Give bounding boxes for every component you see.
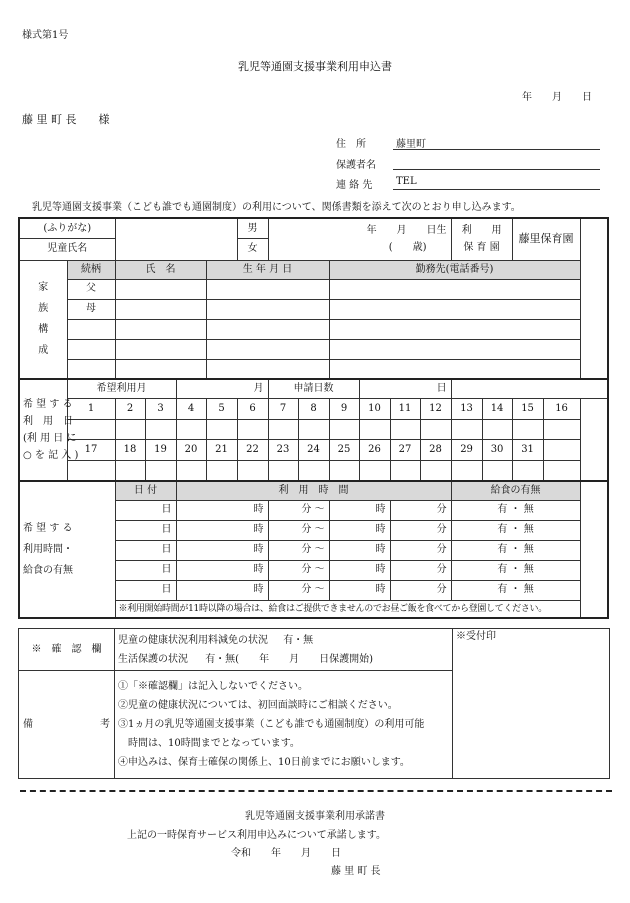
day-mark-cell[interactable] <box>237 460 268 481</box>
remark-item: ③1ヵ月の乳児等通園支援事業（こども誰でも通園制度）の利用可能 <box>118 719 425 730</box>
usage-time-label-1: 希 望 す る <box>23 523 73 534</box>
usage-days-label-2: 利 用 日 <box>23 416 73 427</box>
reduction-choice[interactable]: 有・無 <box>283 634 314 646</box>
day-mark-cell[interactable] <box>482 419 512 439</box>
end-minute-cell[interactable]: 分 <box>390 520 451 540</box>
family-workplace-cell[interactable] <box>329 359 580 379</box>
female-option[interactable]: 女 <box>237 238 268 260</box>
form-number: 様式第1号 <box>22 30 69 41</box>
time-date-cell[interactable]: 日 <box>115 500 176 520</box>
family-relation: 母 <box>67 299 115 319</box>
remark-item: ①「※確認欄」は記入しないでください。 <box>118 681 308 692</box>
day-number: 31 <box>512 439 543 460</box>
day-mark-cell[interactable] <box>298 419 329 439</box>
requested-days-label: 申請日数 <box>268 379 359 398</box>
date-line: 年 月 日 <box>522 92 592 103</box>
day-number-row-2 <box>19 439 608 460</box>
day-mark-cell[interactable] <box>390 419 420 439</box>
day-number: 12 <box>420 398 451 419</box>
day-mark-cell[interactable] <box>420 460 451 481</box>
office-table <box>18 628 610 779</box>
application-table <box>18 217 609 619</box>
family-birth-cell[interactable] <box>206 279 329 299</box>
day-number: 26 <box>359 439 390 460</box>
family-workplace-cell[interactable] <box>329 339 580 359</box>
birth-field[interactable] <box>268 218 451 260</box>
family-label-2: 族 <box>38 303 49 315</box>
confirm-label: ※ 確 認 欄 <box>19 629 115 671</box>
day-number: 25 <box>329 439 359 460</box>
receipt-stamp-area: ※受付印 <box>453 629 610 779</box>
usage-time-label-3: 給食の有無 <box>23 565 73 576</box>
usage-time-label-2: 利用時間・ <box>23 544 73 555</box>
blank-cell <box>543 460 580 481</box>
family-name-cell[interactable] <box>115 299 206 319</box>
day-mark-cell[interactable] <box>359 419 390 439</box>
day-number: 10 <box>359 398 390 419</box>
approval-date: 令和 年 月 日 <box>231 848 341 859</box>
day-mark-cell[interactable] <box>237 419 268 439</box>
address-label: 住 所 <box>336 139 366 150</box>
end-hour-cell[interactable]: 時 <box>329 580 390 600</box>
meal-choice[interactable]: 有 ・ 無 <box>451 560 580 580</box>
day-number: 5 <box>206 398 237 419</box>
approval-text: 上記の一時保育サービス利用申込みについて承諾します。 <box>127 830 386 841</box>
start-hour-cell[interactable]: 時 <box>176 520 268 540</box>
remark-item: ②児童の健康状況については、初回面談時にご相談ください。 <box>118 700 398 711</box>
confirm-line1-text: 児童の健康状況利用料減免の状況 <box>118 634 268 646</box>
family-row <box>19 279 608 299</box>
child-name-label: 児童氏名 <box>19 238 115 260</box>
day-mark-cell[interactable] <box>329 419 359 439</box>
day-number: 3 <box>145 398 176 419</box>
start-hour-cell[interactable]: 時 <box>176 540 268 560</box>
day-mark-cell[interactable] <box>298 460 329 481</box>
remarks-label <box>19 671 115 779</box>
day-number: 17 <box>67 439 115 460</box>
meal-choice[interactable]: 有 ・ 無 <box>451 520 580 540</box>
day-number: 18 <box>115 439 145 460</box>
family-row <box>19 339 608 359</box>
cut-line <box>20 790 612 792</box>
meal-choice[interactable]: 有 ・ 無 <box>451 540 580 560</box>
day-number: 15 <box>512 398 543 419</box>
day-number: 21 <box>206 439 237 460</box>
day-mark-cell[interactable] <box>390 460 420 481</box>
end-hour-cell[interactable]: 時 <box>329 540 390 560</box>
day-mark-cell[interactable] <box>451 419 482 439</box>
day-number-row-1 <box>19 398 608 419</box>
day-number: 13 <box>451 398 482 419</box>
desired-month-label: 希望利用月 <box>67 379 176 398</box>
time-date-cell[interactable]: 日 <box>115 560 176 580</box>
facility-label-1: 利 用 <box>461 224 502 236</box>
family-row <box>19 319 608 339</box>
day-mark-cell[interactable] <box>268 460 298 481</box>
age-text: ( 歳) <box>388 242 427 254</box>
meal-choice[interactable]: 有 ・ 無 <box>451 500 580 520</box>
family-relation[interactable] <box>67 359 115 379</box>
family-header-workplace: 勤務先(電話番号) <box>329 260 580 279</box>
contact-value[interactable]: TEL <box>396 176 417 187</box>
family-workplace-cell[interactable] <box>329 319 580 339</box>
guardian-underline[interactable] <box>393 169 600 170</box>
page-title: 乳児等通園支援事業利用申込書 <box>238 60 392 73</box>
day-mark-cell[interactable] <box>512 460 543 481</box>
address-underline <box>393 149 600 150</box>
facility-label-2: 保 育 園 <box>463 242 500 254</box>
day-mark-cell[interactable] <box>176 460 206 481</box>
meal-note: ※利用開始時間が11時以降の場合は、給食はご提供できませんのでお昼ご飯を食べてから登園してください。 <box>115 600 580 618</box>
day-number: 27 <box>390 439 420 460</box>
day-number: 23 <box>268 439 298 460</box>
confirm-line2-text: 生活保護の状況 <box>118 653 188 665</box>
day-number: 6 <box>237 398 268 419</box>
time-date-cell[interactable]: 日 <box>115 580 176 600</box>
day-mark-cell[interactable] <box>543 419 580 439</box>
end-hour-cell[interactable]: 時 <box>329 520 390 540</box>
day-mark-cell[interactable] <box>482 460 512 481</box>
end-minute-cell[interactable]: 分 <box>390 560 451 580</box>
day-mark-cell[interactable] <box>512 419 543 439</box>
day-number: 9 <box>329 398 359 419</box>
family-name-cell[interactable] <box>115 339 206 359</box>
family-birth-cell[interactable] <box>206 359 329 379</box>
day-mark-cell[interactable] <box>451 460 482 481</box>
usage-days-label-1: 希 望 す る <box>23 399 73 410</box>
contact-label: 連 絡 先 <box>336 180 373 191</box>
day-number: 14 <box>482 398 512 419</box>
end-minute-cell[interactable]: 分 <box>390 580 451 600</box>
day-mark-cell[interactable] <box>115 460 145 481</box>
guardian-label: 保護者名 <box>336 160 376 171</box>
family-relation[interactable] <box>67 339 115 359</box>
family-name-cell[interactable] <box>115 319 206 339</box>
family-workplace-cell[interactable] <box>329 279 580 299</box>
addressee: 藤 里 町 長 様 <box>22 113 110 126</box>
day-mark-row-1 <box>19 419 608 439</box>
birth-text: 年 月 日生 <box>366 224 447 236</box>
family-relation[interactable] <box>67 319 115 339</box>
day-mark-cell[interactable] <box>206 460 237 481</box>
remarks-content <box>115 671 453 779</box>
time-date-cell[interactable]: 日 <box>115 520 176 540</box>
meal-choice[interactable]: 有 ・ 無 <box>451 580 580 600</box>
day-number: 30 <box>482 439 512 460</box>
day-mark-cell[interactable] <box>145 460 176 481</box>
day-mark-cell[interactable] <box>329 460 359 481</box>
day-number: 22 <box>237 439 268 460</box>
family-row <box>19 299 608 319</box>
day-number: 29 <box>451 439 482 460</box>
remarks-label-right: 考 <box>100 718 110 730</box>
start-hour-cell[interactable]: 時 <box>176 560 268 580</box>
start-hour-cell[interactable]: 時 <box>176 500 268 520</box>
day-mark-cell[interactable] <box>359 460 390 481</box>
family-name-cell[interactable] <box>115 359 206 379</box>
day-number: 8 <box>298 398 329 419</box>
day-number: 1 <box>67 398 115 419</box>
furigana-label: (ふりがな) <box>19 218 115 238</box>
day-number: 19 <box>145 439 176 460</box>
family-header-birth: 生 年 月 日 <box>206 260 329 279</box>
time-date-cell[interactable]: 日 <box>115 540 176 560</box>
family-label-3: 構 <box>38 324 49 336</box>
approval-title: 乳児等通園支援事業利用承諾書 <box>245 811 385 822</box>
day-mark-cell[interactable] <box>115 419 145 439</box>
time-header-meal: 給食の有無 <box>451 481 580 500</box>
start-minute-cell[interactable]: 分 〜 <box>268 500 329 520</box>
remark-item: 時間は、10時間までとなっています。 <box>118 738 300 749</box>
male-option[interactable]: 男 <box>237 218 268 238</box>
family-workplace-cell[interactable] <box>329 299 580 319</box>
family-header-relation: 続柄 <box>67 260 115 279</box>
day-mark-cell[interactable] <box>176 419 206 439</box>
confirm-content <box>115 629 453 671</box>
end-hour-cell[interactable]: 時 <box>329 560 390 580</box>
day-number: 11 <box>390 398 420 419</box>
family-label-1: 家 <box>38 282 49 294</box>
facility-name: 藤里保育園 <box>512 218 580 260</box>
start-minute-cell[interactable]: 分 〜 <box>268 560 329 580</box>
family-birth-cell[interactable] <box>206 319 329 339</box>
usage-days-label-4: ○ を 記 入 ) <box>23 450 79 461</box>
usage-time-label <box>19 481 115 618</box>
day-number: 24 <box>298 439 329 460</box>
day-number: 20 <box>176 439 206 460</box>
facility-label <box>451 218 512 260</box>
usage-days-label <box>19 379 79 481</box>
remark-item: ④申込みは、保育士確保の関係上、10日前までにお願いします。 <box>118 757 410 768</box>
day-number: 2 <box>115 398 145 419</box>
family-label <box>19 260 67 379</box>
family-birth-cell[interactable] <box>206 339 329 359</box>
address-value[interactable]: 藤里町 <box>396 139 426 150</box>
start-minute-cell[interactable]: 分 〜 <box>268 580 329 600</box>
day-number: 28 <box>420 439 451 460</box>
blank-cell <box>543 439 580 460</box>
family-relation: 父 <box>67 279 115 299</box>
usage-days-label-3: (利 用 日 に <box>23 433 77 444</box>
day-mark-cell[interactable] <box>206 419 237 439</box>
start-hour-cell[interactable]: 時 <box>176 580 268 600</box>
end-minute-cell[interactable]: 分 <box>390 500 451 520</box>
day-mark-cell[interactable] <box>268 419 298 439</box>
desired-month-field[interactable]: 月 <box>176 379 268 398</box>
time-header-date: 日 付 <box>115 481 176 500</box>
start-minute-cell[interactable]: 分 〜 <box>268 520 329 540</box>
approval-signer: 藤 里 町 長 <box>331 866 381 877</box>
welfare-choice[interactable]: 有・無( 年 月 日保護開始) <box>205 653 373 665</box>
day-mark-row-2 <box>19 460 608 481</box>
remarks-label-left: 備 <box>23 718 33 730</box>
family-header-name: 氏 名 <box>115 260 206 279</box>
time-header-hours: 利 用 時 間 <box>176 481 451 500</box>
day-mark-cell[interactable] <box>145 419 176 439</box>
day-number: 7 <box>268 398 298 419</box>
end-hour-cell[interactable]: 時 <box>329 500 390 520</box>
day-number: 16 <box>543 398 580 419</box>
day-mark-cell[interactable] <box>420 419 451 439</box>
start-minute-cell[interactable]: 分 〜 <box>268 540 329 560</box>
child-name-field[interactable] <box>115 218 237 260</box>
blank-cell <box>451 379 608 398</box>
contact-underline <box>393 189 600 190</box>
day-mark-cell[interactable] <box>67 460 115 481</box>
requested-days-field[interactable]: 日 <box>359 379 451 398</box>
family-row <box>19 359 608 379</box>
day-number: 4 <box>176 398 206 419</box>
family-name-cell[interactable] <box>115 279 206 299</box>
family-label-4: 成 <box>38 345 49 357</box>
family-birth-cell[interactable] <box>206 299 329 319</box>
end-minute-cell[interactable]: 分 <box>390 540 451 560</box>
intro-text: 乳児等通園支援事業（こども誰でも通園制度）の利用について、関係書類を添えて次のとおり申し込みます。 <box>32 202 521 213</box>
